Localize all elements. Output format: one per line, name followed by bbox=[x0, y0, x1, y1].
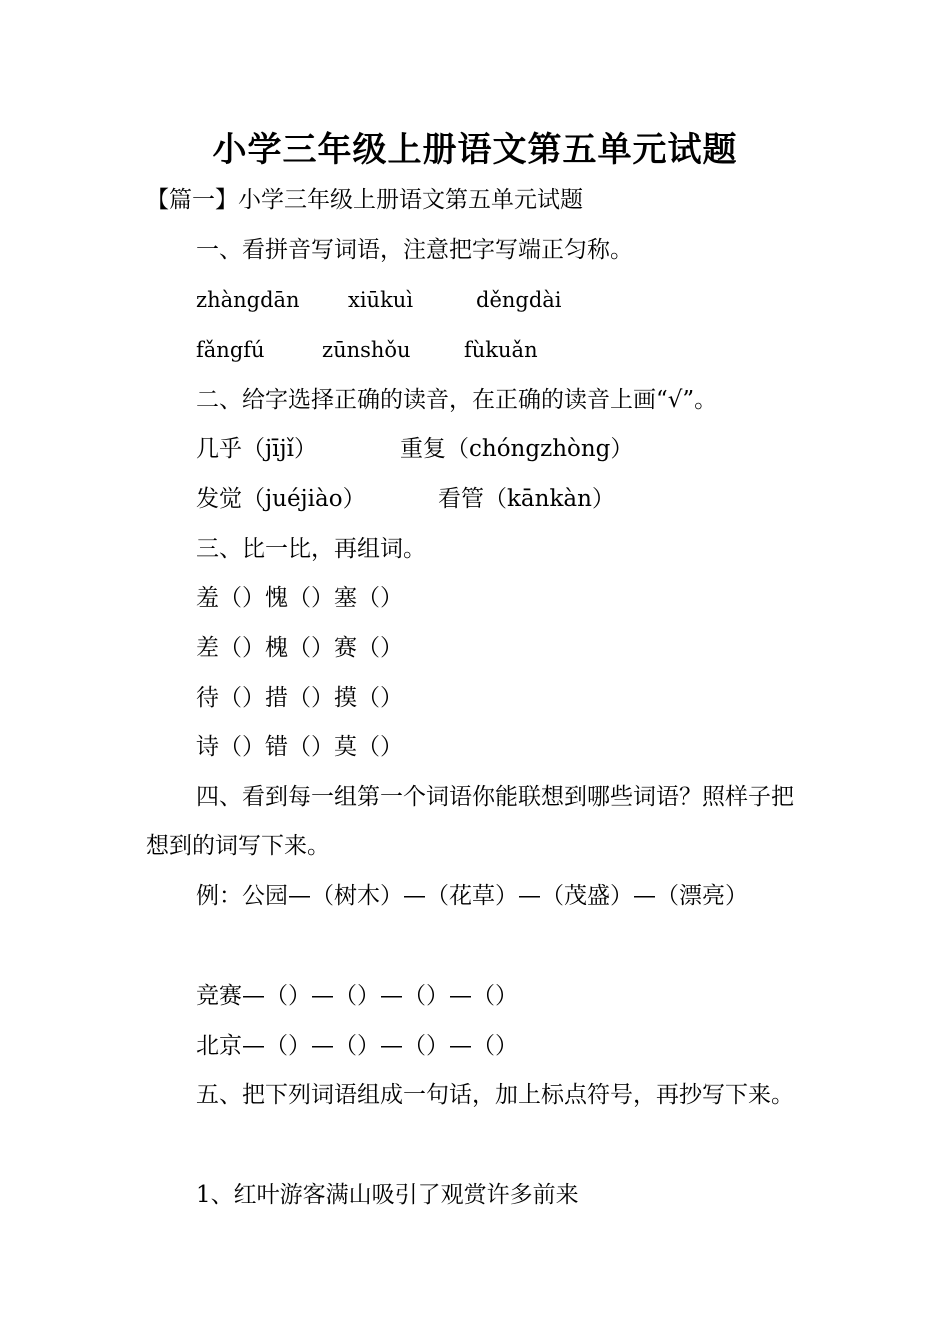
q3-row: 差（）槐（）赛（） bbox=[196, 635, 403, 661]
reading-item: 发觉（juéjiào） bbox=[196, 486, 366, 512]
q4-row: 北京—（）—（）—（）—（） bbox=[196, 1033, 518, 1059]
q3-row: 诗（）错（）莫（） bbox=[196, 734, 403, 760]
reading-item: 几乎（jījǐ） bbox=[196, 436, 317, 462]
pinyin-item: fǎngfú bbox=[196, 338, 265, 362]
q3-row: 羞（）愧（）塞（） bbox=[196, 585, 403, 611]
q1-pinyin-row-2 bbox=[196, 334, 538, 366]
pinyin-item: zhàngdān bbox=[196, 288, 300, 312]
q4-example: 例：公园—（树木）—（花草）—（茂盛）—（漂亮） bbox=[196, 883, 748, 909]
q5-item-1: 1、红叶游客满山吸引了观赏许多前来 bbox=[196, 1182, 579, 1208]
q3-row: 待（）措（）摸（） bbox=[196, 685, 403, 711]
q2-row-2 bbox=[196, 483, 615, 515]
pinyin-item: fùkuǎn bbox=[464, 338, 538, 362]
section-header: 【篇一】小学三年级上册语文第五单元试题 bbox=[146, 187, 583, 213]
reading-item: 看管（kānkàn） bbox=[438, 486, 615, 512]
pinyin-item: xiūkuì bbox=[348, 288, 414, 312]
pinyin-item: děngdài bbox=[476, 288, 562, 312]
q4-heading: 四、看到每一组第一个词语你能联想到哪些词语？照样子把想到的词写下来。 bbox=[146, 784, 794, 859]
q2-row-1 bbox=[196, 433, 633, 465]
q1-pinyin-row-1 bbox=[196, 284, 562, 316]
reading-item: 重复（chóngzhòng） bbox=[400, 436, 634, 462]
q2-heading: 二、给字选择正确的读音，在正确的读音上画“√”。 bbox=[196, 387, 718, 413]
pinyin-item: zūnshǒu bbox=[322, 338, 411, 362]
q3-heading: 三、比一比，再组词。 bbox=[196, 536, 426, 562]
q5-heading: 五、把下列词语组成一句话，加上标点符号，再抄写下来。 bbox=[196, 1082, 794, 1108]
page-title: 小学三年级上册语文第五单元试题 bbox=[212, 130, 738, 170]
q4-row: 竞赛—（）—（）—（）—（） bbox=[196, 983, 518, 1009]
q1-heading: 一、看拼音写词语，注意把字写端正匀称。 bbox=[196, 237, 633, 263]
